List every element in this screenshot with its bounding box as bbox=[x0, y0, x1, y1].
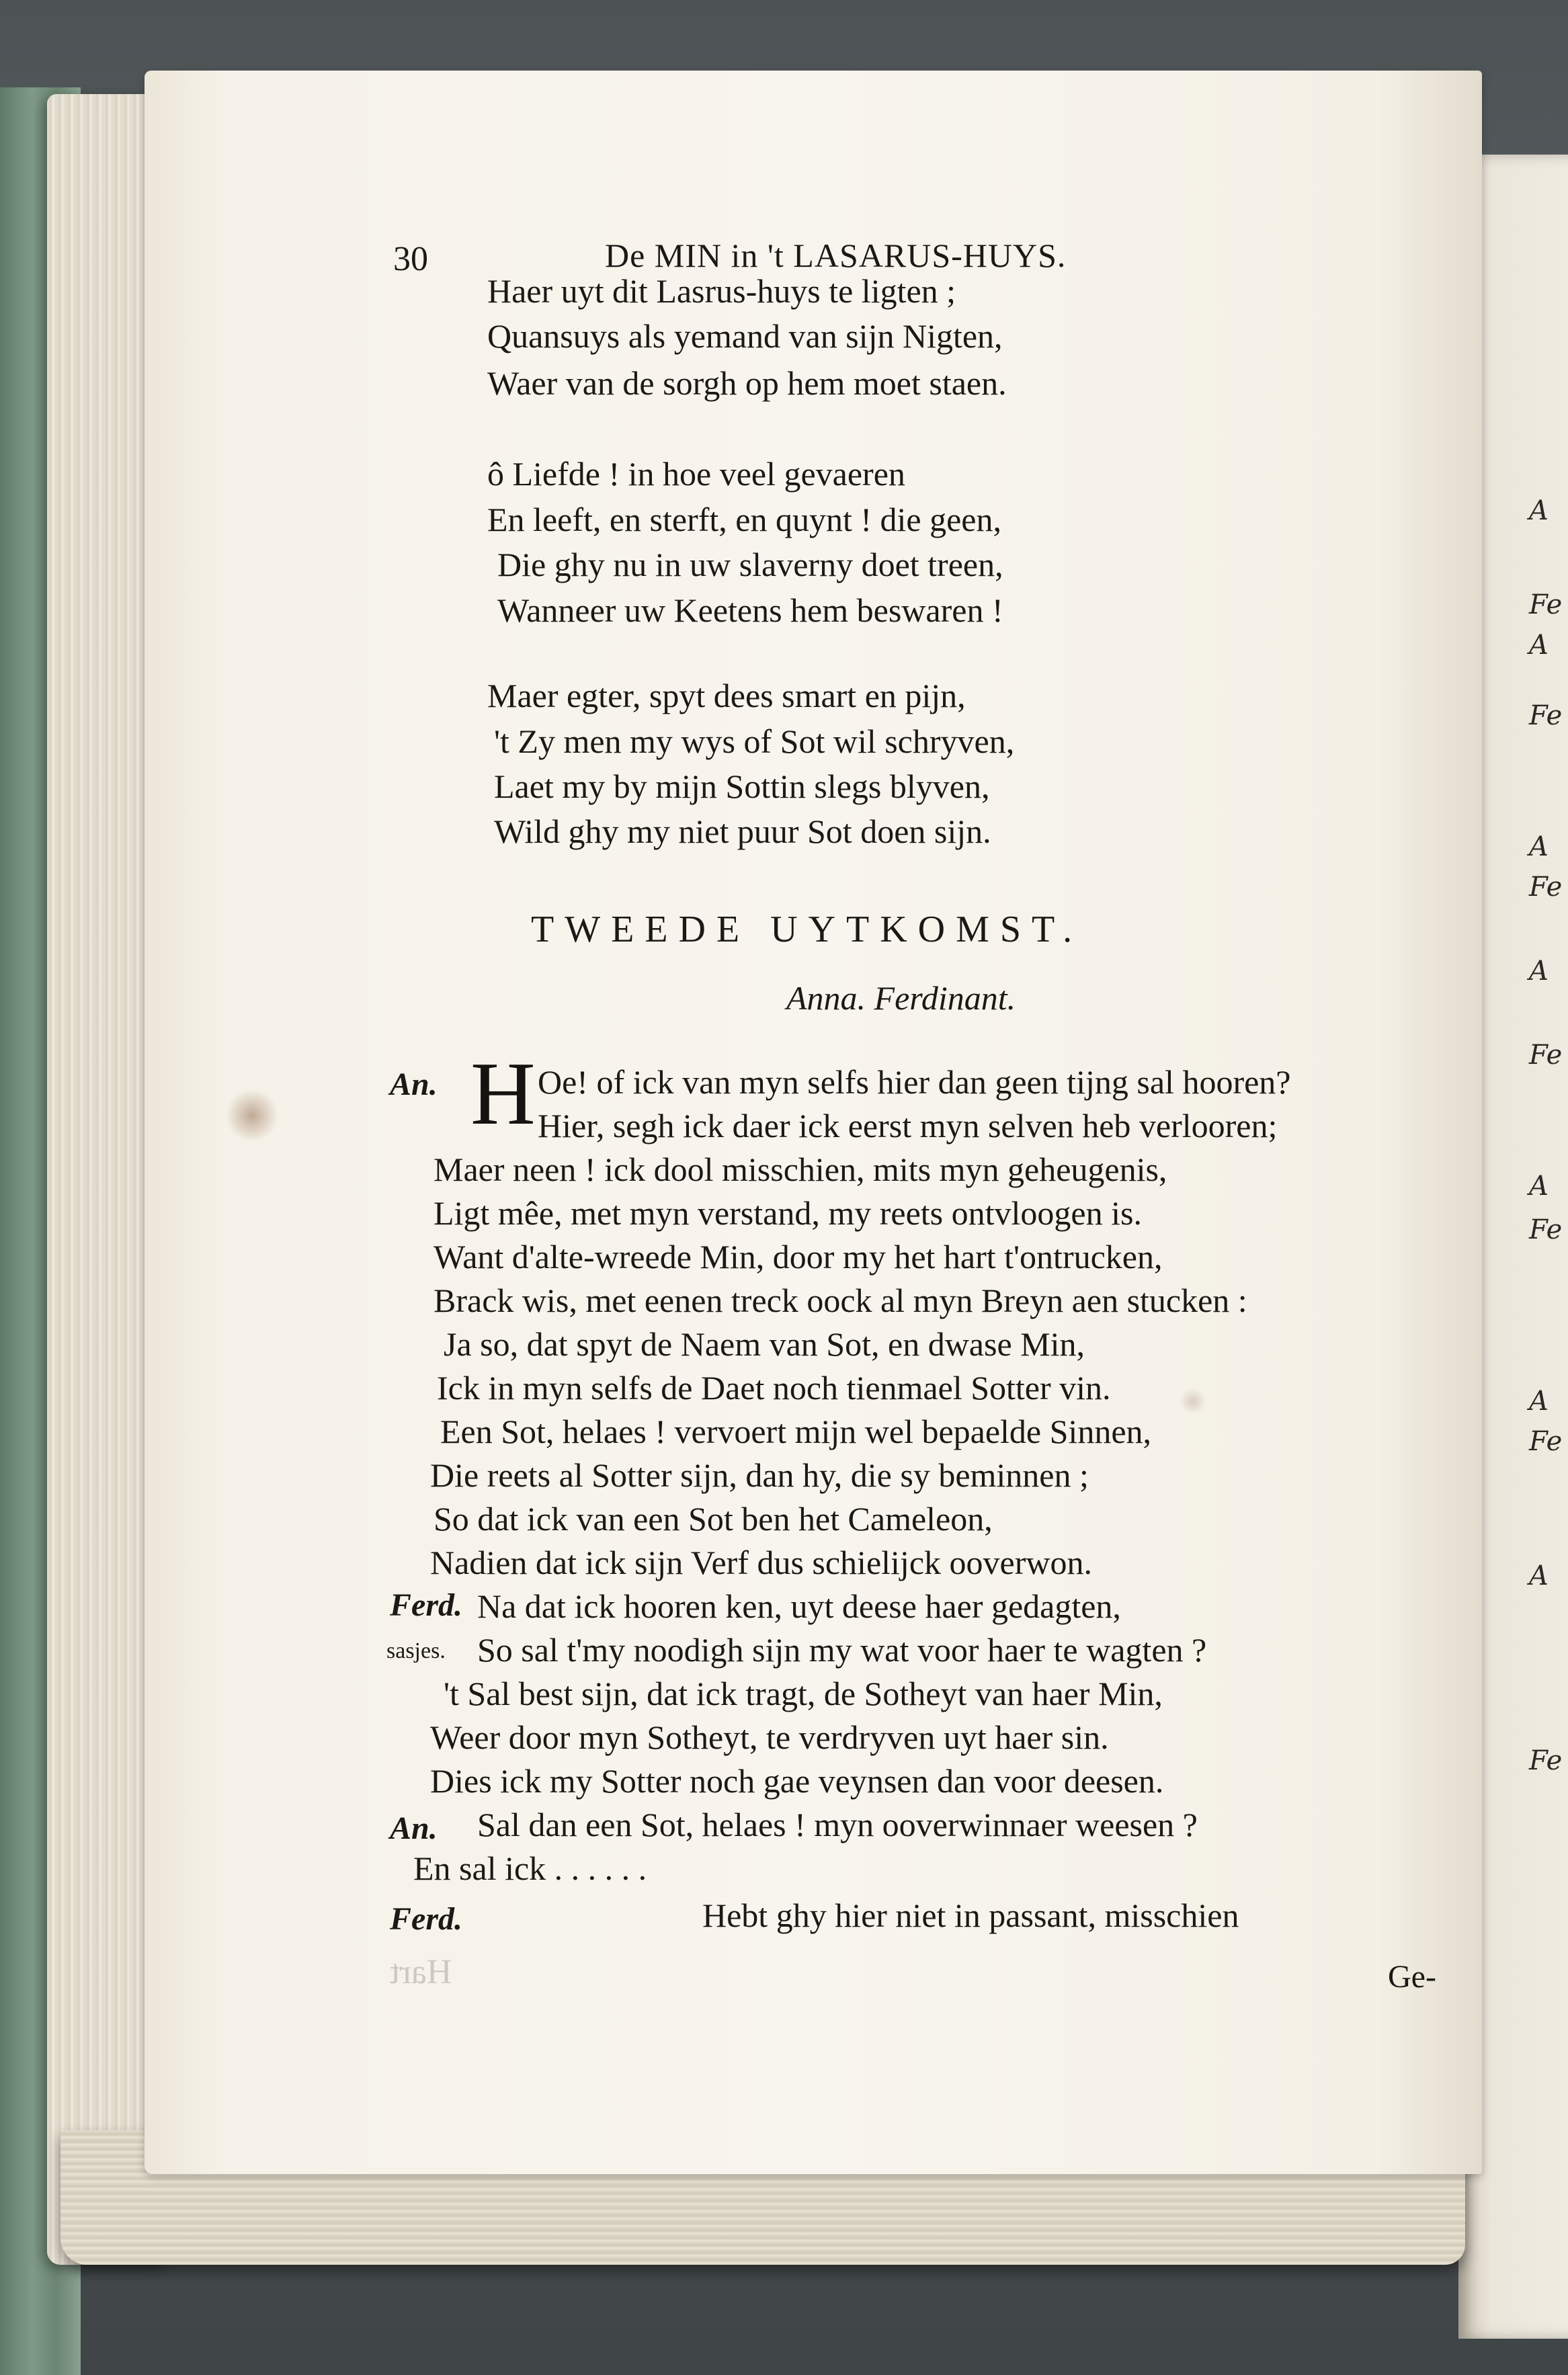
verse-line: Haer uyt dit Lasrus-huys te ligten ; bbox=[487, 272, 956, 310]
scene-title: TWEEDE UYTKOMST. bbox=[531, 909, 1083, 950]
verse-line: Laet my by mijn Sottin slegs blyven, bbox=[494, 767, 990, 805]
scene-characters: Anna. Ferdinant. bbox=[786, 979, 1016, 1017]
verse-line: Waer van de sorgh op hem moet staen. bbox=[487, 364, 1007, 402]
verse-line: ô Liefde ! in hoe veel gevaeren bbox=[487, 455, 905, 493]
facing-mark: Fe bbox=[1529, 589, 1563, 620]
dialogue-line: Nadien dat ick sijn Verf dus schielijck ooverwon. bbox=[430, 1544, 1092, 1581]
running-head: De MIN in 't LASARUS-HUYS. bbox=[605, 237, 1067, 274]
facing-mark: A bbox=[1529, 1560, 1549, 1591]
facing-mark: A bbox=[1529, 956, 1549, 987]
dialogue-line: Dies ick my Sotter noch gae veynsen dan voor deesen. bbox=[430, 1762, 1164, 1800]
dialogue-line: Want d'alte-wreede Min, door my het hart t'ontrucken, bbox=[434, 1238, 1163, 1276]
facing-mark: Fe bbox=[1529, 1745, 1563, 1776]
speaker-label: An. bbox=[390, 1810, 438, 1846]
verse-line: Die ghy nu in uw slaverny doet treen, bbox=[497, 546, 1003, 583]
dialogue-line: Brack wis, met eenen treck oock al myn Breyn aen stucken : bbox=[434, 1282, 1247, 1319]
facing-mark: Fe bbox=[1529, 1040, 1563, 1071]
dialogue-line: Maer neen ! ick dool misschien, mits myn geheugenis, bbox=[434, 1151, 1167, 1188]
page-number: 30 bbox=[393, 240, 428, 278]
dialogue-line: Hebt ghy hier niet in passant, misschien bbox=[702, 1897, 1239, 1934]
speaker-label: An. bbox=[390, 1067, 438, 1102]
facing-page-speaker-marks bbox=[1529, 470, 1568, 1815]
speaker-label: Ferd. bbox=[390, 1901, 462, 1937]
drop-cap: H bbox=[470, 1044, 536, 1143]
facing-mark: Fe bbox=[1529, 872, 1563, 903]
dialogue-line: Weer door myn Sotheyt, te verdryven uyt haer sin. bbox=[430, 1718, 1109, 1756]
foxing-spot bbox=[1180, 1388, 1206, 1415]
verse-line: 't Zy men my wys of Sot wil schryven, bbox=[494, 722, 1015, 760]
facing-mark: A bbox=[1529, 1386, 1549, 1417]
facing-mark: Fe bbox=[1529, 700, 1563, 731]
dialogue-line: So sal t'my noodigh sijn my wat voor haer te wagten ? bbox=[477, 1631, 1207, 1669]
dialogue-line: Hier, segh ick daer ick eerst myn selven heb verlooren; bbox=[538, 1107, 1278, 1144]
catchword: Ge- bbox=[1388, 1959, 1436, 1995]
facing-mark: A bbox=[1529, 1171, 1549, 1202]
dialogue-line: So dat ick van een Sot ben het Cameleon, bbox=[434, 1500, 993, 1538]
speaker-label: Ferd. bbox=[390, 1587, 462, 1623]
facing-mark: Fe bbox=[1529, 1214, 1563, 1245]
dialogue-line: En sal ick . . . . . . bbox=[413, 1849, 647, 1887]
facing-mark: A bbox=[1529, 630, 1549, 661]
dialogue-line: Ick in myn selfs de Daet noch tienmael Sotter vin. bbox=[437, 1369, 1111, 1407]
verse-line: Quansuys als yemand van sijn Nigten, bbox=[487, 317, 1003, 355]
verse-line: Maer egter, spyt dees smart en pijn, bbox=[487, 677, 966, 714]
dialogue-line: Na dat ick hooren ken, uyt deese haer gedagten, bbox=[477, 1587, 1121, 1625]
dialogue-line: Oe! of ick van myn selfs hier dan geen tijng sal hooren? bbox=[538, 1063, 1291, 1101]
dialogue-line: Ja so, dat spyt de Naem van Sot, en dwase Min, bbox=[444, 1325, 1085, 1363]
facing-mark: A bbox=[1529, 831, 1549, 862]
dialogue-line: Sal dan een Sot, helaes ! myn ooverwinnaer weesen ? bbox=[477, 1806, 1198, 1843]
facing-mark: A bbox=[1529, 495, 1549, 526]
verse-line: Wanneer uw Keetens hem beswaren ! bbox=[497, 591, 1003, 629]
foxing-spot bbox=[225, 1089, 279, 1142]
verse-line: Wild ghy my niet puur Sot doen sijn. bbox=[494, 812, 991, 850]
dialogue-line: 't Sal best sijn, dat ick tragt, de Sotheyt van haer Min, bbox=[444, 1675, 1163, 1712]
facing-mark: Fe bbox=[1529, 1426, 1563, 1457]
dialogue-line: Ligt mêe, met myn verstand, my reets ontvloogen is. bbox=[434, 1194, 1142, 1232]
dialogue-line: Die reets al Sotter sijn, dan hy, die sy beminnen ; bbox=[430, 1456, 1089, 1494]
bleed-through-text: Hart bbox=[390, 1953, 452, 1991]
margin-note: sasjes. bbox=[386, 1638, 446, 1663]
verse-line: En leeft, en sterft, en quynt ! die geen, bbox=[487, 501, 1001, 538]
dialogue-line: Een Sot, helaes ! vervoert mijn wel bepaelde Sinnen, bbox=[440, 1413, 1152, 1450]
